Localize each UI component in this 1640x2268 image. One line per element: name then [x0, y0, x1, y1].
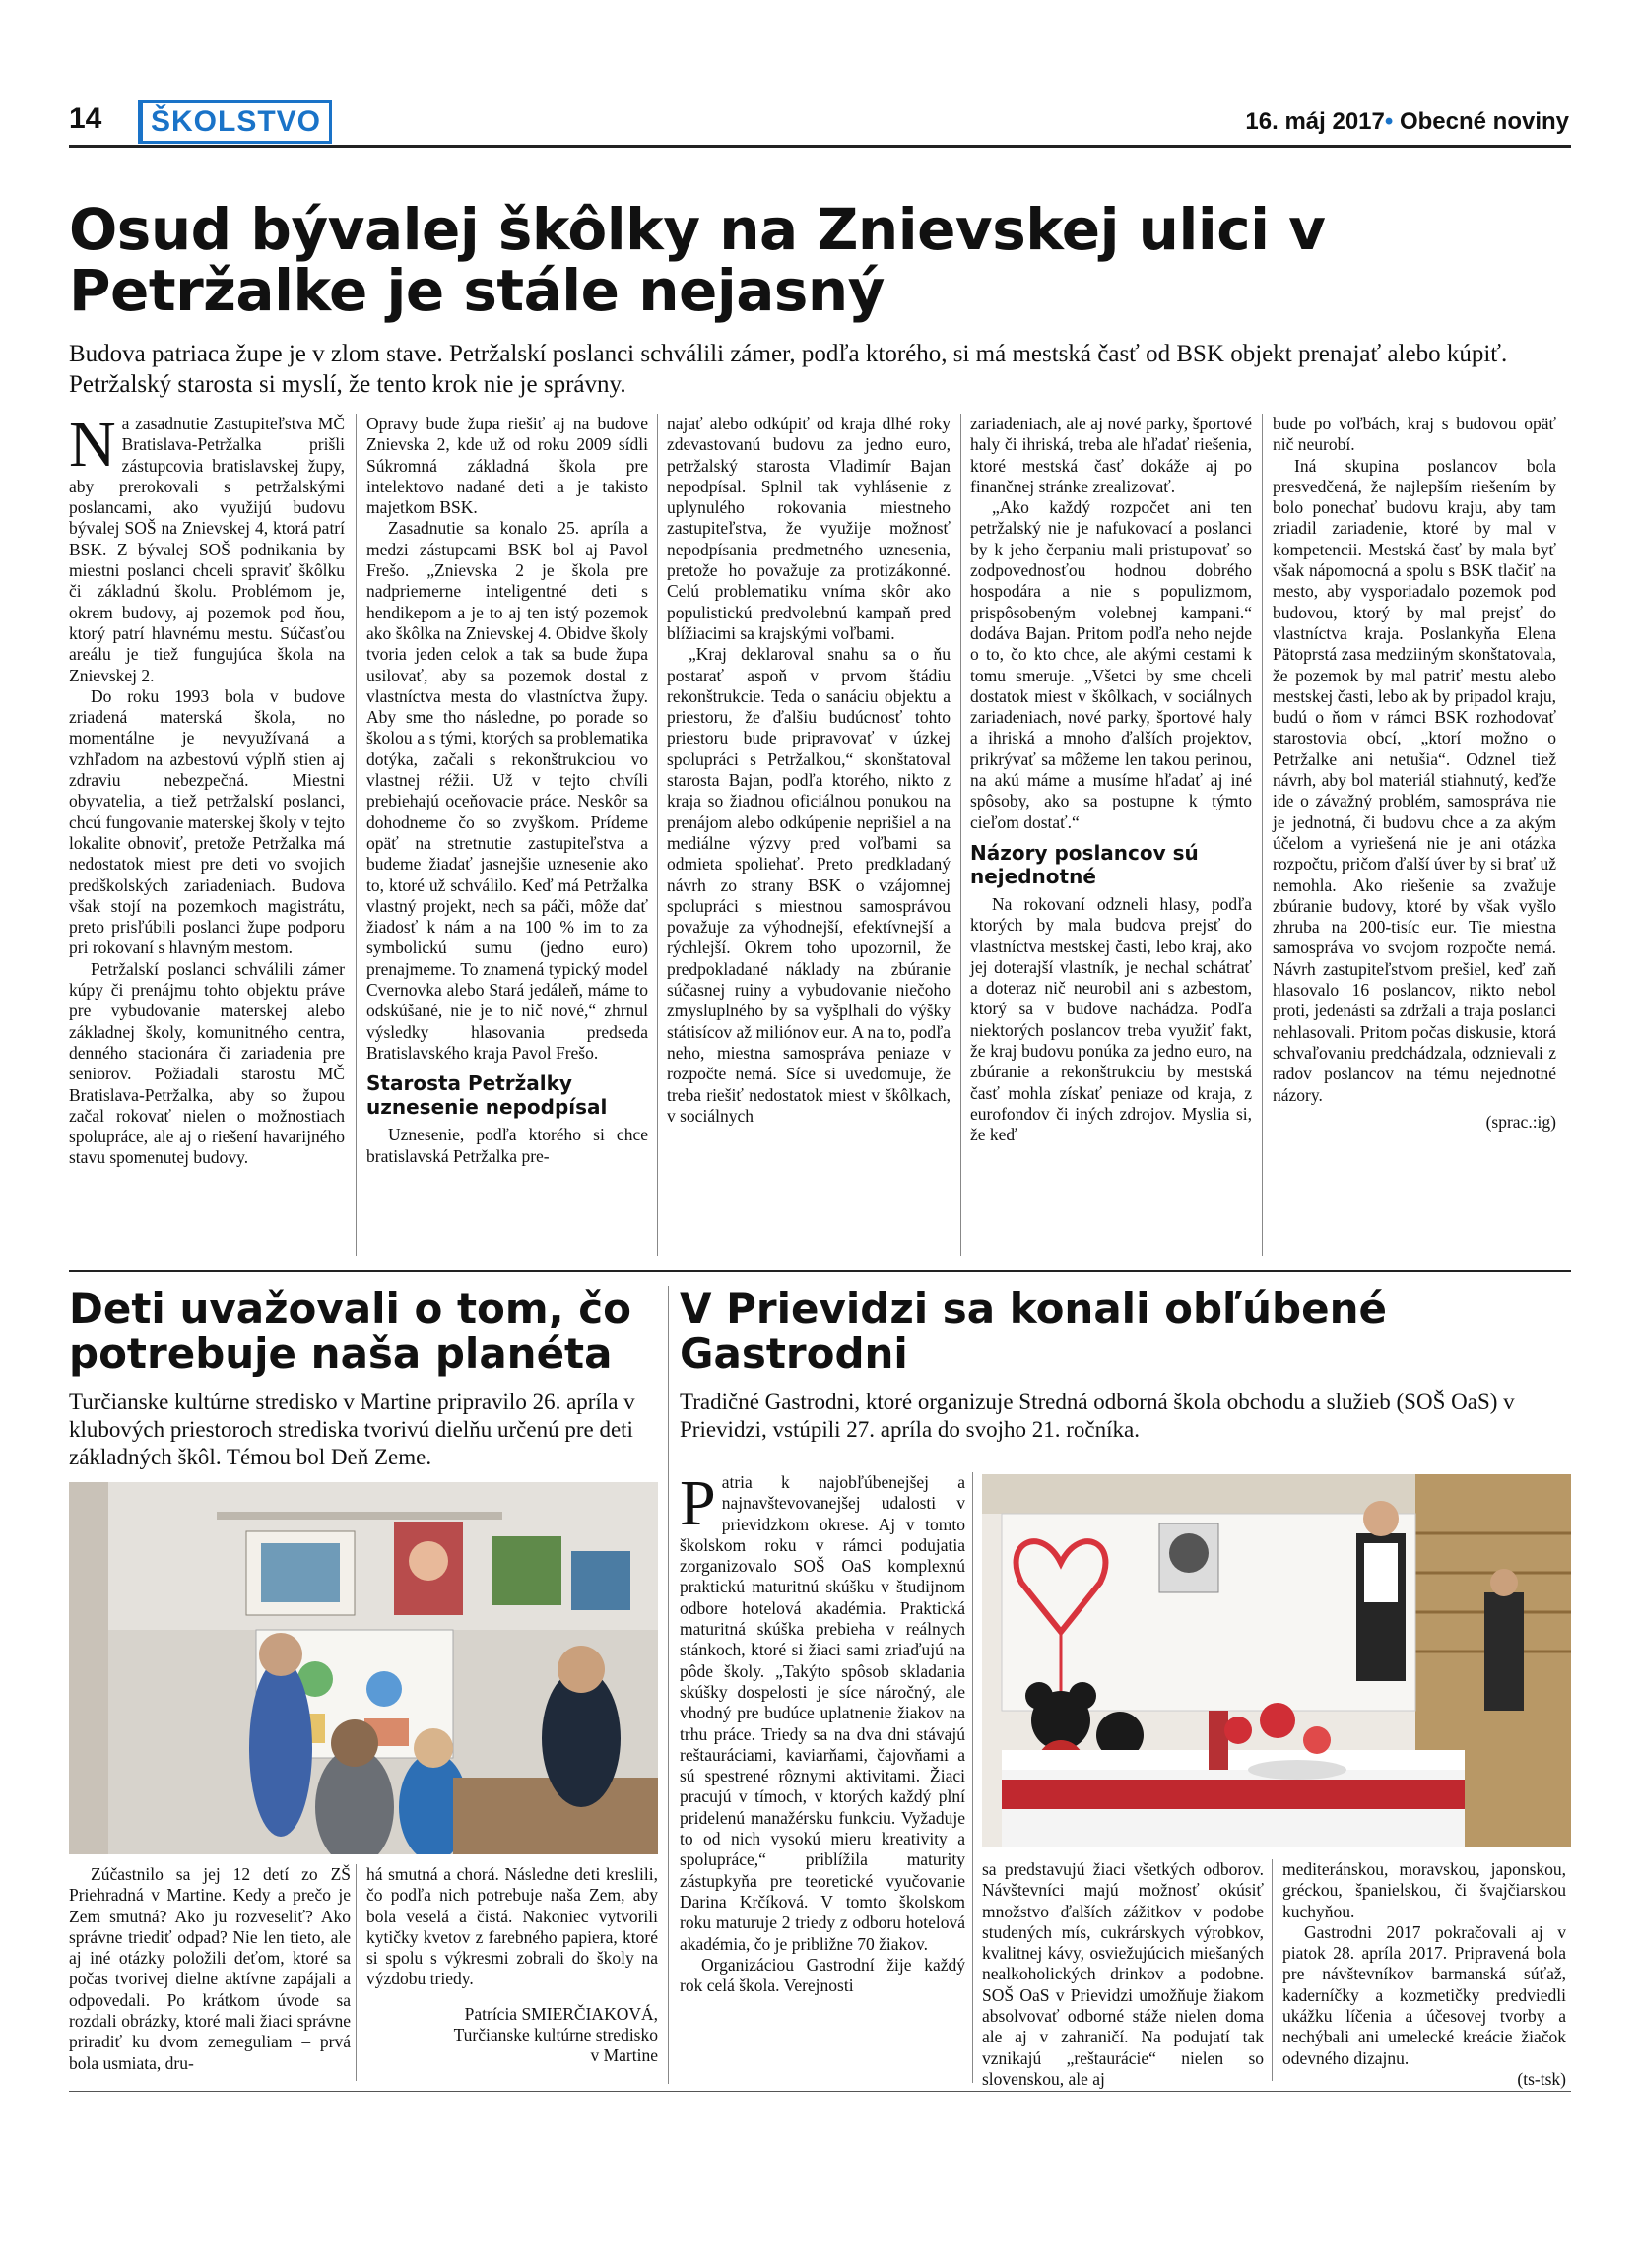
- column-divider: [356, 1864, 357, 2081]
- article1-col4-p3: Na rokovaní odzneli hlasy, podľa ktorých by mala budova prejsť do vlastníctva mestskej časti, lebo kraj, ako jej doterajší vlastník, je nechal schátrať a doteraz nič neurobil ani s azbestom, ktorý sa v budove nachádza. Podľa niektorých poslancov treba využiť fakt, že kraj budovu ponúka za jedno euro, na zbúranie a rekonštrukciu by mestská časť mohla získať peniaze od kraja, z eurofondov či iných zdrojov. Myslia si, že keď: [970, 893, 1252, 1145]
- article1-col5-p1: bude po voľbách, kraj s budovou opäť nič neurobí.: [1273, 414, 1556, 455]
- article3-col1-p1: Patria k najobľúbenejšej a najnavštevovanejšej udalosti v prievidzkom okrese. Aj v tomto školskom roku v rámci podujatia zorganizovalo SOŠ OaS komplexnú praktickú maturitnú skúšku v študijnom odbore hotelová akadémia. Praktická maturitná skúška prebieha v reálnych stánkoch, ktoré si žiaci sami zriaďujú na pôde školy. „Takýto spôsob skladania skúšky dospelosti je síce náročný, ale vhodný pre budúce uplatnenie žiakov na trhu práce. Triedy sa na dva dni stávajú reštauráciami, kaviarňami, čajovňami a sú spestrené rôznymi aktivitami. Žiaci pracujú v tímoch, v ktorých každý plní pridelenú manažérsku funkciu. Vyžaduje to od nich vysokú mieru kreativity a spolupráce,“ priblížila maturity zástupkyňa pre teoretické vyučovanie Darina Krčíková. V tomto školskom roku maturuje 2 triedy z odboru hotelová akadémia, čo je približne 70 žiakov.: [680, 1467, 965, 1954]
- column-divider: [1262, 414, 1263, 1256]
- article2-author-city: v Martine: [590, 2045, 658, 2066]
- gastrodni-table-photo: [982, 1474, 1571, 1847]
- column-divider: [1272, 1859, 1273, 2081]
- article1-col2-p1: Opravy bude župa riešiť aj na budove Znievska 2, kde už od roku 2009 sídli Súkromná základná škola pre intelektovo nadané deti a je takisto majetkom BSK.: [366, 414, 648, 518]
- section-label: ŠKOLSTVO: [138, 100, 332, 144]
- article2-col2: [366, 1864, 658, 2067]
- article2-author-org: Turčianske kultúrne stredisko: [453, 2025, 658, 2045]
- article1-col5: [1273, 414, 1556, 1133]
- article2-col1-p1: Zúčastnilo sa jej 12 detí zo ZŠ Priehradná v Martine. Kedy a prečo je Zem smutná? Ako ju rozveseliť? Ako správne triediť odpad? Nie len tieto, ale aj iné otázky položili deťom, ktoré sa počas tvorivej dielne aktívne zapájali a odpovedali. Po krátkom úvode sa rozdali obrázky, ktoré mali žiaci správne priradiť ku dvom zemeguliam – prvá bola usmiata, dru-: [69, 1864, 351, 2073]
- article-divider: [668, 1286, 669, 2084]
- article1-subhead2: Názory poslancov sú nejednotné: [970, 840, 1199, 888]
- article3-col1: [680, 1467, 965, 1996]
- article1-signature: (sprac.:ig): [1485, 1111, 1556, 1132]
- article1-col1: [69, 409, 345, 1169]
- article3-col3: [1282, 1859, 1566, 2090]
- article2-col1: [69, 1864, 351, 2074]
- article2-photo: [69, 1482, 658, 1854]
- article3-col2-p1: sa predstavujú žiaci všetkých odborov. Návštevníci majú možnosť okúsiť množstvo ďalších zážitkov v podobe studených mís, cukrárskych výrobkov, kvalitnej kávy, osviežujúcich miešaných nealkoholických drinkov a podobne. SOŠ OaS v Prievidzi umožňuje žiakom absolvovať odborné stáže nielen doma ale aj v zahraničí. Na podujatí tak vznikajú „reštaurácie“ nielen so slovenskou, ale aj: [982, 1859, 1264, 2089]
- column-divider: [960, 414, 961, 1256]
- article3-col3-p2: Gastrodni 2017 pokračovali aj v piatok 28. apríla 2017. Pripravená bola pre návštevníkov barmanská súťaž, kaderníčky a kozmetičky predviedli ukážku líčenia a účesovej tvorby a nechýbali ani umelecké kreácie žiačok odevného dizajnu.: [1282, 1921, 1566, 2068]
- article1-col5-p2: Iná skupina poslancov bola presvedčená, že najlepším riešením by bolo ponechať budovu kraju, aby tam zriadil zariadenie, ktoré by mal v kompetencii. Mestská časť by mala byť však nápomocná a spolu s BSK tlačiť na mesto, aby vysporiadalo pozemok pod budovou, ktorý by mal prejsť do vlastníctva kraja. Poslankyňa Elena Pätoprstá zasa medziiným skonštatovala, že pozemok by mal patriť mestu alebo mestskej časti, lebo ak by pripadol kraju, budú o ňom v rámci BSK rozhodovať starostovia obcí, „ktorí možno o Petržalke ani netušia“. Odznel tiež návrh, aby bol materiál stiahnutý, keďže ide o závažný problém, samospráva nie je jednotná, či budovu chce a za akým účelom a vyriešená nie je ani otázka rozpočtu, pričom ďalší úver by si brať už nemohla. Ako riešenie sa zvažuje zbúranie budovy, ktoré by však vyšlo zhruba na 200-tisíc eur. Tie miestna samospráva vo svojom rozpočte nemá. Návrh zastupiteľstvom prešiel, keď zaň hlasovalo 16 poslancov, nikto nebol proti, jedenásti sa zdržali a traja poslanci nehlasovali. Pritom počas diskusie, ktorá schvaľovaniu predchádzala, odznievali z radov poslancov na tému nejednotné názory.: [1273, 455, 1557, 1105]
- article3-title: V Prievidzi sa konali obľúbené Gastrodni: [680, 1284, 1387, 1378]
- article1-title: Osud bývalej škôlky na Znievskej ulici v Petržalke je stále nejasný: [69, 196, 1326, 324]
- drop-cap: N: [69, 409, 116, 481]
- issue-date: 16. máj 2017: [1245, 108, 1385, 135]
- article2-title: Deti uvažovali o tom, čo potrebuje naša planéta: [69, 1284, 631, 1378]
- article3-col2: [982, 1859, 1264, 2090]
- article1-col4-p1: zariadeniach, ale aj nové parky, športové haly či ihriská, treba ale hľadať riešenia, ktoré mestská časť dokáže aj po finančnej stránke zrealizovať.: [970, 414, 1252, 496]
- page-number: 14: [69, 102, 102, 135]
- article1-col3-p2: „Kraj deklaroval snahu sa o ňu postarať aspoň v prvom štádiu rekonštrukcie. Teda o sanáciu objektu a priestoru, že ďalšiu budúcnosť tohto priestoru bude pripravovať v úzkej spolupráci s Petržalkou,“ skonštatoval starosta Bajan, podľa ktorého, nikto z kraja so žiadnou oficiálnou ponukou na prenájom alebo odkúpenie neprišiel a na mediálne výzvy pred voľbami sa odmieta spoliehať. Preto predkladaný návrh zo strany BSK o vzájomnej spolupráci s miestnou samosprávou považuje za výhodnejší, efektívnejší a rýchlejší. Okrem toho upozornil, že predpokladané náklady na zbúranie súčasnej ruiny a vybudovanie niečoho zmysluplného by sa vyšplhali do výšky státisícov až miliónov eur. A na to, podľa neho, miestna samospráva peniaze v rozpočte nemá. Síce si uvedomuje, že treba riešiť nedostatok miest v škôlkach, v sociálnych: [667, 644, 951, 1126]
- column-divider: [356, 414, 357, 1256]
- article2-lead: Turčianske kultúrne stredisko v Martine pripravilo 26. apríla v klubových priestoroch strediska tvorivú dielňu určenú pre deti základných škôl. Témou bol Deň Zeme.: [69, 1390, 635, 1469]
- article1-col2: [366, 414, 648, 1167]
- article1-col3-p1: najať alebo odkúpiť od kraja dlhé roky zdevastovanú budovu za jedno euro, petržalský starosta Vladimír Bajan nepodpísal. Splnil tak vyhlásenie z uplynulého rokovania miestneho zastupiteľstva, že využije možnosť nepodpísania predmetného uznesenia, pretože ho považuje za protizákonné. Celú problematiku vníma skôr ako populistickú predvolebnú kampaň pred blížiacimi sa krajskými voľbami.: [667, 414, 951, 643]
- footer-rule: [69, 2091, 1571, 2092]
- article2-author: Patrícia SMIERČIAKOVÁ,: [464, 2003, 658, 2024]
- article1-col1-p1: Na zasadnutie Zastupiteľstva MČ Bratislava-Petržalka prišli zástupcovia bratislavskej župy, aby prerokovali s petržalskými poslancami, ako využijú budovu bývalej SOŠ na Znievskej 4, ktorá patrí BSK. Z bývalej SOŠ podnikania by miestni poslanci chceli spraviť škôlku či základnú školu. Problémom je, okrem budovy, aj pozemok pod ňou, ktorý patrí hlavnému mestu. Súčasťou areálu je tiež fungujúca škola na Znievskej 2.: [69, 409, 345, 685]
- drop-cap: P: [680, 1467, 716, 1539]
- article3-col1-p2: Organizáciou Gastrodní žije každý rok celá škola. Verejnosti: [680, 1954, 965, 1996]
- header-rule: [69, 145, 1571, 148]
- header-dateline: [1245, 108, 1569, 136]
- bullet: •: [1384, 108, 1394, 135]
- article1-col1-p3: Petržalskí poslanci schválili zámer kúpy či prenájmu tohto objektu práve pre vybudovanie materskej alebo základnej školy, komunitného centra, denného stacionára či zariadenia pre seniorov. Požiadali starostu MČ Bratislava-Petržalka, aby so župou začal rokovať nielen o možnostiach spolupráce, ale aj o riešení havarijného stavu spomenutej budovy.: [69, 958, 345, 1168]
- article3-photo: [982, 1474, 1571, 1847]
- article1-subhead1: Starosta Petržalky uznesenie nepodpísal: [366, 1071, 608, 1120]
- newspaper-name: Obecné noviny: [1399, 108, 1569, 135]
- article1-col4-p2: „Ako každý rozpočet ani ten petržalský nie je nafukovací a poslanci by k jeho čerpaniu mali pristupovať so zodpovednosťou hodnou dobrého hospodára a nie s populizmom, prispôsobeným volebnej kampani.“ dodáva Bajan. Pritom podľa neho nejde o to, čo kto chce, ale akými cestami k tomu smeruje. „Všetci by sme chceli dostatok miest v škôlkach, v sociálnych zariadeniach, nové parky, športové haly a ihriská a mnoho ďalších projektov, prikrývať sa môžeme len takou perinou, na akú máme a musíme hľadať aj iné spôsoby, ako sa postupne k týmto cieľom dostať.“: [970, 497, 1252, 832]
- article1-col4: [970, 414, 1252, 1146]
- article1-col3: [667, 414, 951, 1127]
- article2-col2-p1: há smutná a chorá. Následne deti kreslili, čo podľa nich potrebuje naša Zem, aby bola veselá a čistá. Nakoniec vytvorili kytičky kvetov z farebného papiera, ktoré si spolu s výkresmi zobrali do školy na výzdobu triedy.: [366, 1864, 658, 1989]
- children-workshop-photo: [69, 1482, 658, 1854]
- column-divider: [972, 1472, 973, 2083]
- article1-col1-p2: Do roku 1993 bola v budove zriadená materská škola, no momentálne je nevyužívaná a vzhľadom na azbestovú výplň stien aj zdraviu nebezpečná. Miestni obyvatelia, a tiež petržalskí poslanci, chcú fungovanie materskej školy v tejto lokalite obnoviť, pretože Petržalka má nedostatok miest pre deti vo svojich predškolských zariadeniach. Budova však stojí na pozemkoch magistrátu, preto prisľúbili poslanci župe podporu pri rokovaní s hlavným mestom.: [69, 685, 345, 958]
- article1-col2-p2: Zasadnutie sa konalo 25. apríla a medzi zástupcami BSK bol aj Pavol Frešo. „Znievska 2 je škola pre nadpriemerne inteligentné deti s hendikepom a je to aj ten istý pozemok ako škôlka na Znievskej 4. Obidve školy tvoria jeden celok a tak sa bude župa usilovať, aby sa pozemok dostal z vlastníctva mesta do vlastníctva župy. Aby sme tho následne, po porade so školou a s tými, ktorých sa problematika dotýka, začali s rekonštrukciou vo vlastnej réžii. Už v tejto chvíli prebiehajú oceňovacie práce. Neskôr sa dohodneme čo so zvyškom. Prídeme opäť na stretnutie zastupiteľstva a budeme žiadať jasnejšie uznesenie ako to, ktoré už schválilo. Keď má Petržalka vlastný projekt, nech sa páči, môže dať žiadosť k nám a na 100 % im to za symbolickú sumu (jedno euro) prenajmeme. To znamená typický model Cvernovka alebo Stará jedáleň, máme to odskúšané, nie je to nič nové,“ zhrnul výsledky hlasovania predseda Bratislavského kraja Pavol Frešo.: [366, 518, 648, 1063]
- article1-lead: Budova patriaca župe je v zlom stave. Petržalskí poslanci schválili zámer, podľa ktorého, si má mestská časť od BSK objekt prenajať alebo kúpiť. Petržalský starosta si myslí, že tento krok nie je správny.: [69, 341, 1508, 398]
- article1-col2-p3: Uznesenie, podľa ktorého si chce bratislavská Petržalka pre-: [366, 1125, 648, 1166]
- article3-col3-p1: mediteránskou, moravskou, japonskou, gréckou, španielskou, či švajčiarskou kuchyňou.: [1282, 1859, 1566, 1921]
- column-divider: [657, 414, 658, 1256]
- section-rule: [69, 1270, 1571, 1272]
- article3-signature: (ts-tsk): [1517, 2068, 1566, 2089]
- article3-lead: Tradičné Gastrodni, ktoré organizuje Stredná odborná škola obchodu a služieb (SOŠ OaS) v Prievidzi, vstúpili 27. apríla do svojho 21. ročníka.: [680, 1390, 1515, 1442]
